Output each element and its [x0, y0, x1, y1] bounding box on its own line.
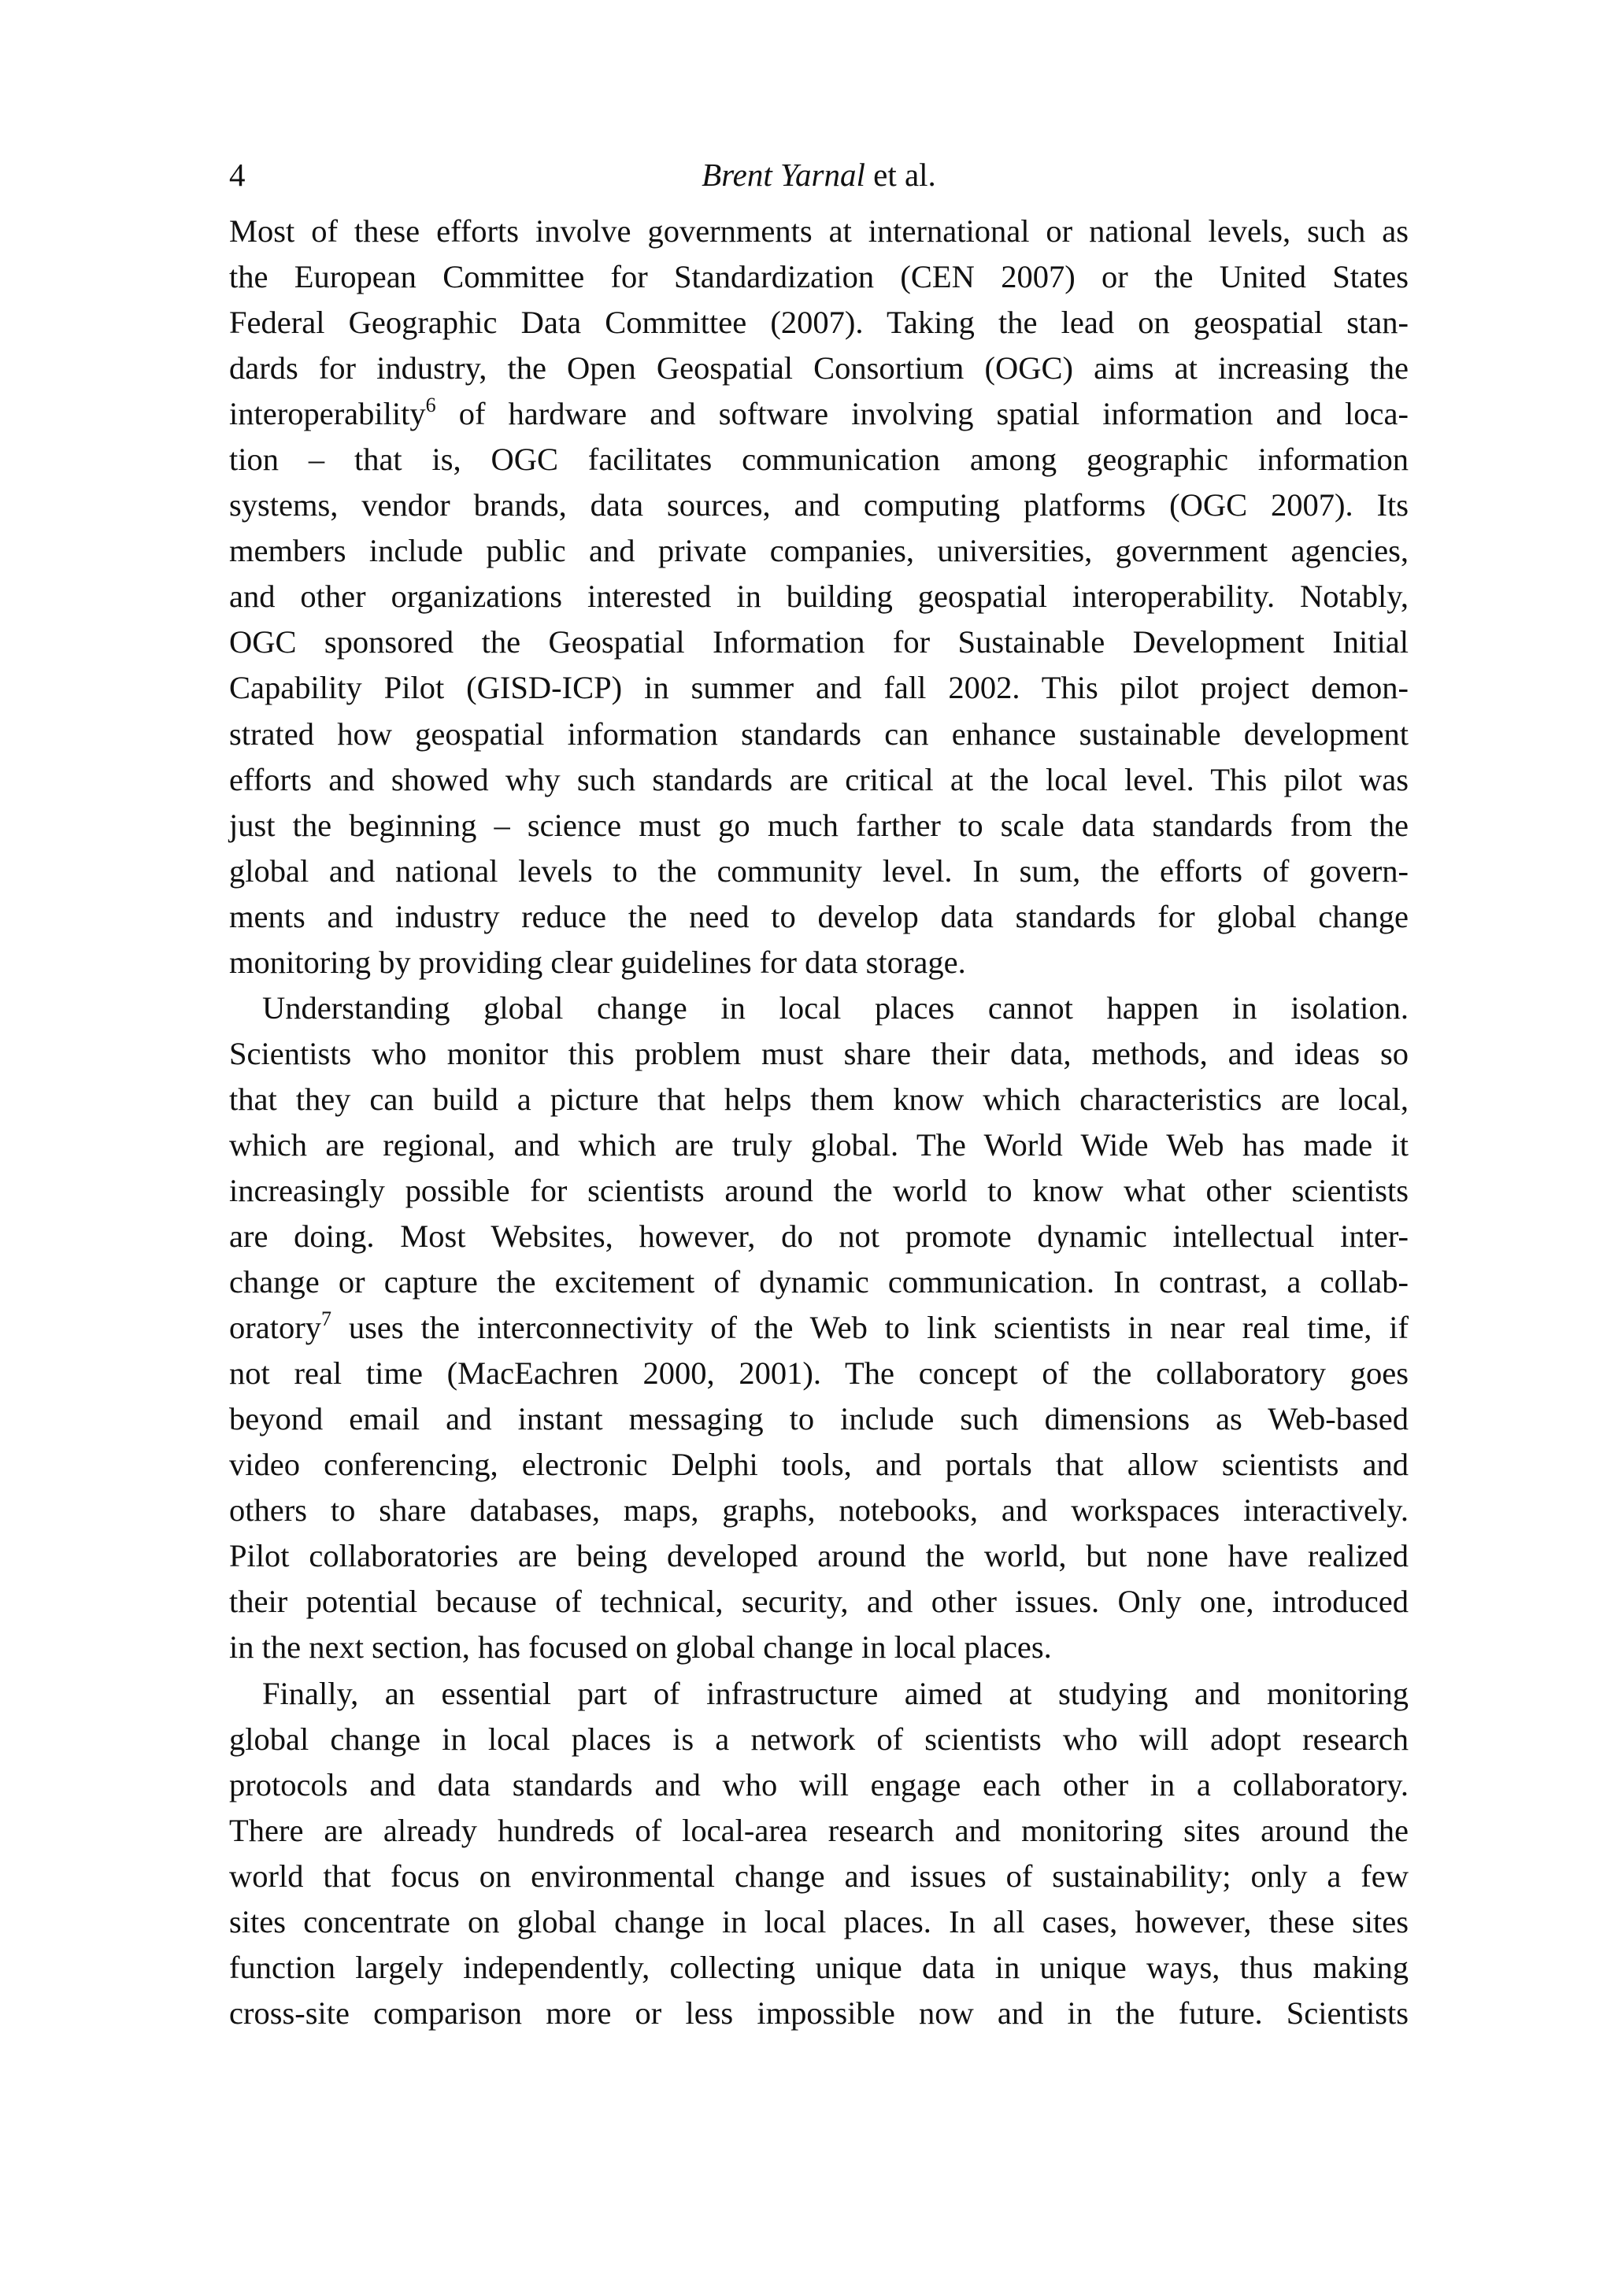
text-line: efforts and showed why such standards are critical at the local level. This pilot was	[229, 761, 1409, 797]
text-line	[229, 391, 1409, 437]
text-line: increasingly possible for scientists around the world to know what other scientists	[229, 1172, 1409, 1208]
text-line: global and national levels to the community level. In sum, the efforts of govern-	[229, 852, 1409, 889]
text-line: Understanding global change in local places cannot happen in isolation.	[262, 989, 1409, 1026]
text-line: Pilot collaboratories are being developed around the world, but none have realized	[229, 1538, 1409, 1574]
text-line: the European Committee for Standardization (CEN 2007) or the United States	[229, 259, 1409, 295]
text-line: which are regional, and which are truly global. The World Wide Web has made it	[229, 1126, 1409, 1163]
text-line: systems, vendor brands, data sources, and computing platforms (OGC 2007). Its	[229, 487, 1409, 523]
text-line: sites concentrate on global change in local places. In all cases, however, these sites	[229, 1903, 1409, 1939]
text-line: change or capture the excitement of dynamic communication. In contrast, a collab-	[229, 1264, 1409, 1300]
text-line: are doing. Most Websites, however, do not promote dynamic intellectual inter-	[229, 1218, 1409, 1255]
text-line: global change in local places is a network of scientists who will adopt research	[229, 1721, 1409, 1757]
text-line: their potential because of technical, security, and other issues. Only one, introduced	[229, 1584, 1409, 1620]
text-line: cross-site comparison more or less impossible now and in the future. Scientists	[229, 1995, 1409, 2031]
paragraph-1	[229, 209, 1409, 985]
text-line: OGC sponsored the Geospatial Information for Sustainable Development Initial	[229, 624, 1409, 660]
text-line	[229, 1305, 1409, 1351]
text-line: others to share databases, maps, graphs, notebooks, and workspaces interactively.	[229, 1492, 1409, 1529]
text-line: and other organizations interested in building geospatial interoperability. Notably,	[229, 579, 1409, 615]
running-title-author: Brent Yarnal	[702, 157, 865, 193]
text-line: monitoring by providing clear guidelines for data storage.	[229, 944, 966, 980]
text-line: Finally, an essential part of infrastructure aimed at studying and monitoring	[262, 1675, 1409, 1711]
text-line: beyond email and instant messaging to include such dimensions as Web-based	[229, 1401, 1409, 1437]
text-line: world that focus on environmental change and issues of sustainability; only a few	[229, 1858, 1409, 1894]
text-line: not real time (MacEachren 2000, 2001). The concept of the collaboratory goes	[229, 1355, 1409, 1392]
text-line: ments and industry reduce the need to develop data standards for global change	[229, 898, 1409, 934]
text-fragment: uses the interconnectivity of the Web to link scientists in near real time, if	[331, 1310, 1409, 1346]
text-line: strated how geospatial information standards can enhance sustainable development	[229, 715, 1409, 752]
text-line: There are already hundreds of local-area research and monitoring sites around the	[229, 1812, 1409, 1848]
text-line: dards for industry, the Open Geospatial Consortium (OGC) aims at increasing the	[229, 350, 1409, 386]
running-title	[229, 151, 1409, 198]
text-line: Scientists who monitor this problem must share their data, methods, and ideas so	[229, 1035, 1409, 1071]
text-line: that they can build a picture that helps them know which characteristics are local,	[229, 1081, 1409, 1117]
text-line: protocols and data standards and who will engage each other in a collaboratory.	[229, 1766, 1409, 1802]
footnote-marker-6: 6	[425, 393, 436, 416]
footnote-marker-7: 7	[320, 1307, 331, 1330]
text-line: just the beginning – science must go much farther to scale data standards from the	[229, 807, 1409, 843]
paragraph-2	[229, 985, 1409, 1671]
paragraph-3	[229, 1671, 1409, 2036]
text-fragment: of hardware and software involving spatial information and loca-	[435, 396, 1409, 432]
text-fragment: interoperability	[229, 396, 426, 432]
text-line: members include public and private companies, universities, government agencies,	[229, 533, 1409, 569]
text-line: tion – that is, OGC facilitates communication among geographic information	[229, 442, 1409, 478]
text-line: Capability Pilot (GISD-ICP) in summer and fall 2002. This pilot project demon-	[229, 670, 1409, 706]
text-fragment: oratory	[229, 1310, 321, 1346]
text-line: function largely independently, collecting unique data in unique ways, thus making	[229, 1949, 1409, 1985]
text-line: video conferencing, electronic Delphi tools, and portals that allow scientists and	[229, 1447, 1409, 1483]
text-line: Federal Geographic Data Committee (2007). Taking the lead on geospatial stan-	[229, 305, 1409, 341]
running-title-suffix: et al.	[865, 157, 936, 193]
page-number: 4	[229, 157, 246, 193]
running-head	[229, 151, 1409, 198]
text-line: in the next section, has focused on global change in local places.	[229, 1629, 1052, 1666]
text-line: Most of these efforts involve governments at international or national levels, such as	[229, 213, 1409, 249]
body-text	[229, 209, 1409, 2036]
